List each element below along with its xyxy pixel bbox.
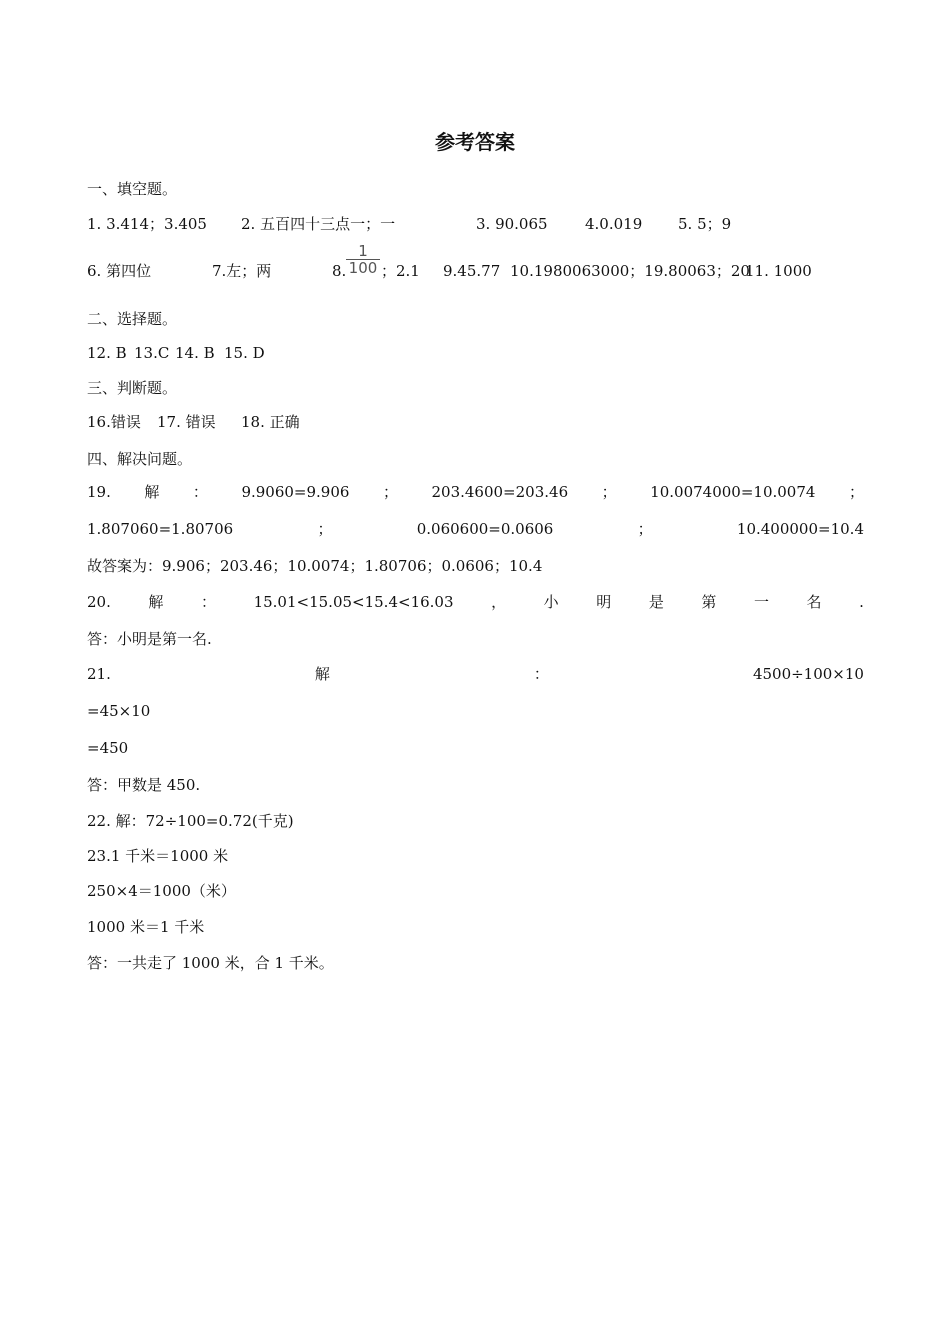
answer-q20-final: 答：小明是第一名. — [87, 630, 212, 648]
answer-q21-step2: =450 — [87, 739, 129, 757]
answer-q11: 11. 1000 — [745, 262, 812, 280]
answer-q7: 7.左；两 — [212, 262, 272, 280]
q20-token: 15.01<15.05<15.4<16.03 — [253, 593, 454, 611]
answer-q17: 17. 错误 — [157, 413, 216, 431]
answer-q15: 15. D — [224, 344, 265, 362]
answer-q19-line2 — [87, 519, 864, 539]
q20-token: ， — [491, 593, 507, 611]
q19-token: 0.060600=0.0606 — [416, 520, 554, 538]
answer-q19-line1 — [87, 482, 864, 502]
q19-token: 19. — [87, 483, 111, 501]
answer-q3: 3. 90.065 — [476, 215, 548, 233]
answer-q10: 10.1980063000；19.80063；20 — [510, 262, 750, 280]
section-heading-judge: 三、判断题。 — [87, 379, 178, 397]
q19-token: ； — [382, 483, 398, 501]
q19-token: ； — [601, 483, 617, 501]
q19-token: ； — [317, 520, 333, 538]
q19-token: ； — [637, 520, 653, 538]
answer-q2: 2. 五百四十三点一；一 — [241, 215, 396, 233]
fraction-numerator: 1 — [346, 243, 380, 260]
answer-q21-final: 答：甲数是 450. — [87, 776, 201, 794]
q20-token: 20. — [87, 593, 111, 611]
q19-token: 10.400000=10.4 — [736, 520, 864, 538]
answer-q19-final: 故答案为：9.906；203.46；10.0074；1.80706；0.0606；10.4 — [87, 557, 543, 575]
answer-q8-suffix: ；2.1 — [381, 262, 420, 280]
q20-token: 第 — [701, 593, 717, 611]
q20-token: 小 — [543, 593, 559, 611]
answer-q23-final: 答：一共走了 1000 米，合 1 千米。 — [87, 954, 334, 972]
page-title: 参考答案 — [435, 130, 515, 154]
answer-q20-line1 — [87, 592, 864, 612]
q19-token: 203.4600=203.46 — [431, 483, 569, 501]
q21-token: 21. — [87, 665, 111, 683]
answer-q23-step2: 250×4＝1000（米） — [87, 882, 236, 900]
q20-token: 明 — [596, 593, 612, 611]
answer-q21-step1: =45×10 — [87, 702, 151, 720]
answer-q18: 18. 正确 — [241, 413, 300, 431]
section-heading-choice: 二、选择题。 — [87, 310, 178, 328]
answer-q22: 22. 解：72÷100=0.72(千克) — [87, 812, 294, 830]
q20-token: 一 — [753, 593, 769, 611]
answer-q8-prefix: 8. — [332, 262, 347, 280]
answer-q23-step3: 1000 米＝1 千米 — [87, 918, 205, 936]
q19-token: 10.0074000=10.0074 — [650, 483, 816, 501]
answer-q12: 12. B — [87, 344, 127, 362]
fraction-one-hundredth — [346, 243, 380, 276]
section-heading-solve: 四、解决问题。 — [87, 450, 193, 468]
answer-q21-line1 — [87, 664, 864, 684]
q19-token: 解 — [144, 483, 160, 501]
answer-q23-step1: 23.1 千米＝1000 米 — [87, 847, 229, 865]
answer-q13: 13.C — [134, 344, 170, 362]
answer-q14: 14. B — [175, 344, 215, 362]
q21-token: ： — [533, 665, 549, 683]
answer-q6: 6. 第四位 — [87, 262, 152, 280]
q21-token: 解 — [314, 665, 330, 683]
q19-token: 1.807060=1.80706 — [87, 520, 234, 538]
q19-token: ： — [192, 483, 208, 501]
section-heading-fill: 一、填空题。 — [87, 180, 178, 198]
q20-token: 名 — [806, 593, 822, 611]
answer-q16: 16.错误 — [87, 413, 141, 431]
q20-token: . — [859, 593, 864, 611]
answer-q4: 4.0.019 — [585, 215, 643, 233]
answer-q9: 9.45.77 — [443, 262, 501, 280]
q20-token: 解 — [148, 593, 164, 611]
q19-token: ； — [848, 483, 864, 501]
q19-token: 9.9060=9.906 — [241, 483, 350, 501]
answer-q5: 5. 5；9 — [678, 215, 732, 233]
q21-token: 4500÷100×10 — [752, 665, 864, 683]
fraction-denominator: 100 — [348, 259, 378, 277]
answer-q1: 1. 3.414；3.405 — [87, 215, 207, 233]
q20-token: ： — [201, 593, 217, 611]
q20-token: 是 — [648, 593, 664, 611]
